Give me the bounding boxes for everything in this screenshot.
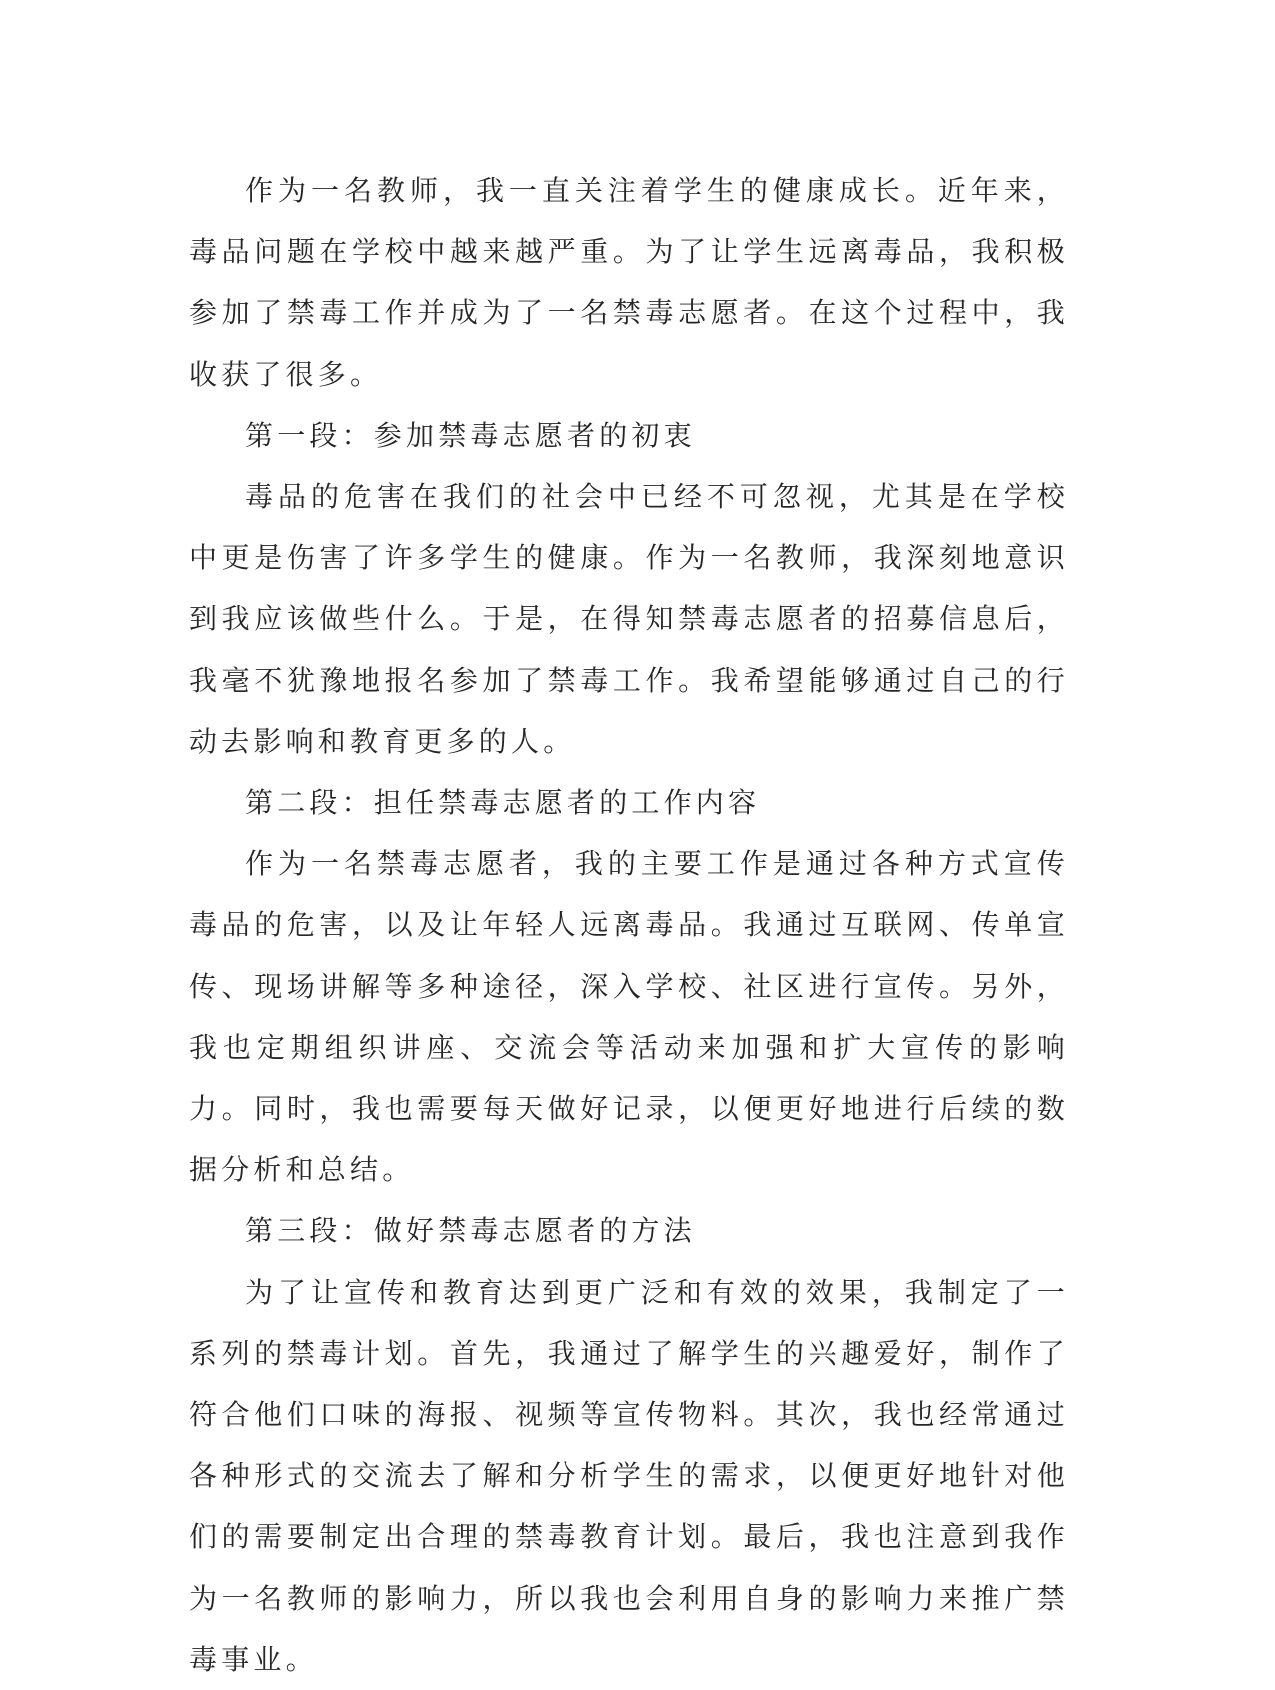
section-1-paragraph: 毒品的危害在我们的社会中已经不可忽视，尤其是在学校中更是伤害了许多学生的健康。作为一名教师，我深刻地意识到我应该做些什么。于是，在得知禁毒志愿者的招募信息后，我毫不犹豫地报名参加了禁毒工作。我希望能够通过自己的行动去影响和教育更多的人。 [189, 480, 1069, 758]
section-heading-2: 第二段：担任禁毒志愿者的工作内容 [245, 786, 761, 820]
section-2-paragraph: 作为一名禁毒志愿者，我的主要工作是通过各种方式宣传毒品的危害，以及让年轻人远离毒品。我通过互联网、传单宣传、现场讲解等多种途径，深入学校、社区进行宣传。另外，我也定期组织讲座、交流会等活动来加强和扩大宣传的影响力。同时，我也需要每天做好记录，以便更好地进行后续的数据分析和总结。 [189, 847, 1069, 1187]
document-body [189, 160, 1069, 1690]
section-heading-3: 第三段：做好禁毒志愿者的方法 [245, 1214, 696, 1248]
section-3-paragraph: 为了让宣传和教育达到更广泛和有效的效果，我制定了一系列的禁毒计划。首先，我通过了解学生的兴趣爱好，制作了符合他们口味的海报、视频等宣传物料。其次，我也经常通过各种形式的交流去了解和分析学生的需求，以便更好地针对他们的需要制定出合理的禁毒教育计划。最后，我也注意到我作为一名教师的影响力，所以我也会利用自身的影响力来推广禁毒事业。 [189, 1275, 1069, 1676]
intro-paragraph: 作为一名教师，我一直关注着学生的健康成长。近年来，毒品问题在学校中越来越严重。为了让学生远离毒品，我积极参加了禁毒工作并成为了一名禁毒志愿者。在这个过程中，我收获了很多。 [189, 174, 1069, 391]
section-heading-1: 第一段：参加禁毒志愿者的初衷 [245, 418, 696, 452]
